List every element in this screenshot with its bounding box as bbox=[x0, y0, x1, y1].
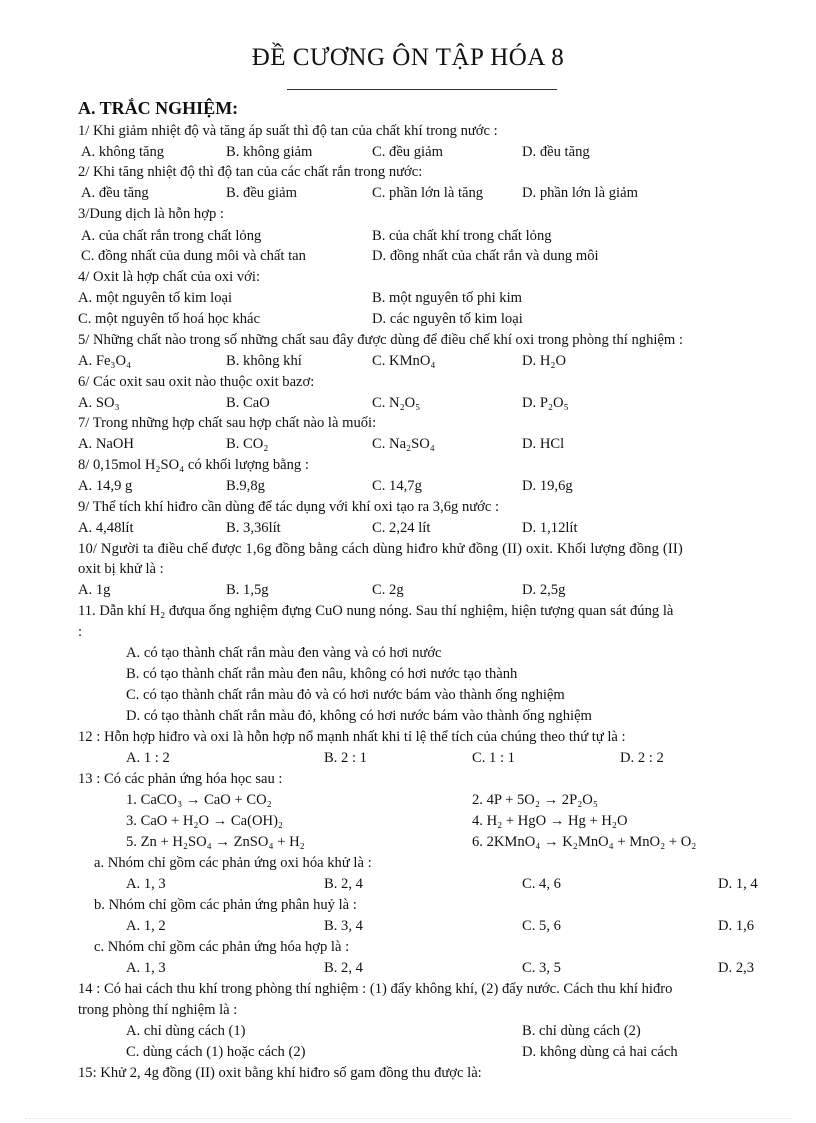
question-4: 4/ Oxit là hợp chất của oxi với: bbox=[78, 269, 261, 285]
answer-a: A. 14,9 g bbox=[78, 478, 133, 494]
answer-d: D. 19,6g bbox=[522, 478, 573, 494]
answer-b: B. một nguyên tố phi kim bbox=[372, 290, 522, 306]
reactions-row3 bbox=[78, 833, 778, 851]
answer-b: B. 1,5g bbox=[226, 582, 269, 598]
reaction-1: 1. CaCO₃ → CaO + CO₂ bbox=[126, 792, 272, 808]
answer-d: D. 2,3 bbox=[718, 960, 755, 976]
subquestion-13c: c. Nhóm chỉ gồm các phản ứng hóa hợp là : bbox=[94, 939, 350, 955]
answer-a: A. đều tăng bbox=[81, 185, 149, 201]
answer-c: C. N₂O₅ bbox=[372, 395, 421, 411]
answer-c: C. 4, 6 bbox=[522, 876, 561, 892]
reaction-5: 5. Zn + H₂SO₄ → ZnSO₄ + H₂ bbox=[126, 834, 305, 850]
answer-b: B. chỉ dùng cách (2) bbox=[522, 1023, 641, 1039]
answers-4-row2 bbox=[78, 310, 778, 328]
answer-c: C. 5, 6 bbox=[522, 918, 561, 934]
answer-11b: B. có tạo thành chất rắn màu đen nâu, không có hơi nước tạo thành bbox=[126, 666, 518, 682]
answer-c: C. đồng nhất của dung môi và chất tan bbox=[81, 248, 306, 264]
question-2: 2/ Khi tăng nhiệt độ thì độ tan của các chất rắn trong nước: bbox=[78, 164, 423, 180]
answer-b: B. 3,36lít bbox=[226, 520, 281, 536]
section-heading: A. TRẮC NGHIỆM: bbox=[78, 98, 239, 118]
answer-a: A. của chất rắn trong chất lỏng bbox=[81, 228, 262, 244]
answers-13b bbox=[78, 917, 778, 935]
answer-b: B. không khí bbox=[226, 353, 302, 369]
answer-a: A. 1 : 2 bbox=[126, 750, 170, 766]
answer-c: C. KMnO₄ bbox=[372, 353, 436, 369]
answer-a: A. chỉ dùng cách (1) bbox=[126, 1023, 246, 1039]
answers-13a bbox=[78, 875, 778, 893]
answer-c: C. 2,24 lít bbox=[372, 520, 431, 536]
reaction-2: 2. 4P + 5O₂ → 2P₂O₅ bbox=[472, 792, 598, 808]
question-14-cont: trong phòng thí nghiệm là : bbox=[78, 1002, 238, 1018]
question-9: 9/ Thể tích khí hiđro cần dùng để tác dụng với khí oxi tạo ra 3,6g nước : bbox=[78, 499, 500, 515]
question-8: 8/ 0,15mol H₂SO₄ có khối lượng bằng : bbox=[78, 457, 309, 473]
answer-d: D. 2,5g bbox=[522, 582, 566, 598]
answer-c: C. đều giảm bbox=[372, 144, 443, 160]
answer-a: A. không tăng bbox=[81, 144, 165, 160]
answer-b: B. đều giảm bbox=[226, 185, 297, 201]
answer-c: C. 3, 5 bbox=[522, 960, 561, 976]
answer-b: B. CaO bbox=[226, 395, 270, 411]
reactions-row2 bbox=[78, 812, 778, 830]
question-1: 1/ Khi giảm nhiệt độ và tăng áp suất thì độ tan của chất khí trong nước : bbox=[78, 123, 498, 139]
question-12: 12 : Hỗn hợp hiđro và oxi là hỗn hợp nổ mạnh nhất khi tỉ lệ thể tích của chúng theo thứ tự là : bbox=[78, 729, 626, 745]
question-13: 13 : Có các phản ứng hóa học sau : bbox=[78, 771, 283, 787]
question-15: 15: Khử 2, 4g đồng (II) oxit bằng khí hiđro số gam đồng thu được là: bbox=[78, 1065, 482, 1081]
answers-2 bbox=[78, 184, 778, 202]
question-3: 3/Dung dịch là hỗn hợp : bbox=[78, 206, 224, 222]
answers-3-row2 bbox=[78, 247, 778, 265]
answer-b: B. của chất khí trong chất lỏng bbox=[372, 228, 552, 244]
answer-c: C. Na₂SO₄ bbox=[372, 436, 435, 452]
answers-7 bbox=[78, 435, 778, 453]
answer-a: A. 1, 3 bbox=[126, 876, 166, 892]
question-14: 14 : Có hai cách thu khí trong phòng thí nghiệm : (1) đẩy không khí, (2) đẩy nước. Cách thu khí hiđro bbox=[78, 981, 673, 997]
answer-b: B.9,8g bbox=[226, 478, 265, 494]
reactions-row1 bbox=[78, 791, 778, 809]
answer-d: D. P₂O₅ bbox=[522, 395, 569, 411]
answer-c: C. một nguyên tố hoá học khác bbox=[78, 311, 260, 327]
answer-b: B. 3, 4 bbox=[324, 918, 363, 934]
answer-c: C. 1 : 1 bbox=[472, 750, 515, 766]
answer-c: C. 2g bbox=[372, 582, 404, 598]
answers-6 bbox=[78, 394, 778, 412]
answer-d: D. đều tăng bbox=[522, 144, 590, 160]
answers-3-row1 bbox=[78, 227, 778, 245]
answer-d: D. các nguyên tố kim loại bbox=[372, 311, 523, 327]
answer-11a: A. có tạo thành chất rắn màu đen vàng và có hơi nước bbox=[126, 645, 442, 661]
subquestion-13b: b. Nhóm chỉ gồm các phản ứng phân huỷ là : bbox=[94, 897, 357, 913]
answers-14-row2 bbox=[78, 1043, 778, 1061]
answer-c: C. 14,7g bbox=[372, 478, 422, 494]
answer-c: C. dùng cách (1) hoặc cách (2) bbox=[126, 1044, 306, 1060]
subquestion-13a: a. Nhóm chỉ gồm các phản ứng oxi hóa khử là : bbox=[94, 855, 372, 871]
answer-b: B. 2, 4 bbox=[324, 960, 363, 976]
answer-11d: D. có tạo thành chất rắn màu đỏ, không có hơi nước bám vào thành ống nghiệm bbox=[126, 708, 592, 724]
answer-d: D. H₂O bbox=[522, 353, 567, 369]
answer-c: C. phần lớn là tăng bbox=[372, 185, 484, 201]
answer-d: D. phần lớn là giảm bbox=[522, 185, 638, 201]
page-bottom-edge bbox=[25, 1118, 791, 1119]
page-title: ĐỀ CƯƠNG ÔN TẬP HÓA 8 bbox=[251, 44, 565, 71]
answers-4-row1 bbox=[78, 289, 778, 307]
answer-a: A. NaOH bbox=[78, 436, 134, 452]
answers-14-row1 bbox=[78, 1022, 778, 1040]
answers-1 bbox=[78, 143, 778, 161]
answer-b: B. 2, 4 bbox=[324, 876, 363, 892]
reaction-6: 6. 2KMnO₄ → K₂MnO₄ + MnO₂ + O₂ bbox=[472, 834, 697, 850]
answer-d: D. đồng nhất của chất rắn và dung môi bbox=[372, 248, 599, 264]
answer-a: A. một nguyên tố kim loại bbox=[78, 290, 233, 306]
answer-b: B. không giảm bbox=[226, 144, 313, 160]
title-underline bbox=[287, 89, 557, 90]
answer-d: D. 2 : 2 bbox=[620, 750, 664, 766]
answer-a: A. Fe₃O₄ bbox=[78, 353, 132, 369]
answers-8 bbox=[78, 477, 778, 495]
answer-d: D. 1,12lít bbox=[522, 520, 578, 536]
question-10-cont: oxit bị khử là : bbox=[78, 561, 164, 577]
answers-12 bbox=[78, 749, 778, 767]
reaction-4: 4. H₂ + HgO → Hg + H₂O bbox=[472, 813, 628, 829]
answer-a: A. 4,48lít bbox=[78, 520, 134, 536]
answers-5 bbox=[78, 352, 778, 370]
answer-a: A. 1, 3 bbox=[126, 960, 166, 976]
question-11-cont: : bbox=[78, 624, 83, 640]
answer-a: A. 1, 2 bbox=[126, 918, 166, 934]
reaction-3: 3. CaO + H₂O → Ca(OH)₂ bbox=[126, 813, 284, 829]
answer-d: D. 1,6 bbox=[718, 918, 755, 934]
question-5: 5/ Những chất nào trong số những chất sau đây được dùng để điều chế khí oxi trong phòng thí nghiệm : bbox=[78, 332, 683, 348]
answer-b: B. 2 : 1 bbox=[324, 750, 367, 766]
answer-b: B. CO₂ bbox=[226, 436, 269, 452]
question-6: 6/ Các oxit sau oxit nào thuộc oxit bazơ: bbox=[78, 374, 315, 390]
question-7: 7/ Trong những hợp chất sau hợp chất nào là muối: bbox=[78, 415, 377, 431]
answers-9 bbox=[78, 519, 778, 537]
answer-a: A. SO₃ bbox=[78, 395, 120, 411]
question-10: 10/ Người ta điều chế được 1,6g đồng bằng cách dùng hiđro khử đồng (II) oxit. Khối lượng đồng (II) bbox=[78, 541, 683, 557]
answers-10 bbox=[78, 581, 778, 599]
answer-d: D. không dùng cả hai cách bbox=[522, 1044, 678, 1060]
answer-a: A. 1g bbox=[78, 582, 111, 598]
answer-11c: C. có tạo thành chất rắn màu đỏ và có hơi nước bám vào thành ống nghiệm bbox=[126, 687, 565, 703]
answer-d: D. HCl bbox=[522, 436, 565, 452]
answer-d: D. 1, 4 bbox=[718, 876, 758, 892]
answers-13c bbox=[78, 959, 778, 977]
question-11: 11. Dẫn khí H₂ đưqua ống nghiệm đựng CuO nung nóng. Sau thí nghiệm, hiện tượng quan sát đúng là bbox=[78, 603, 674, 619]
